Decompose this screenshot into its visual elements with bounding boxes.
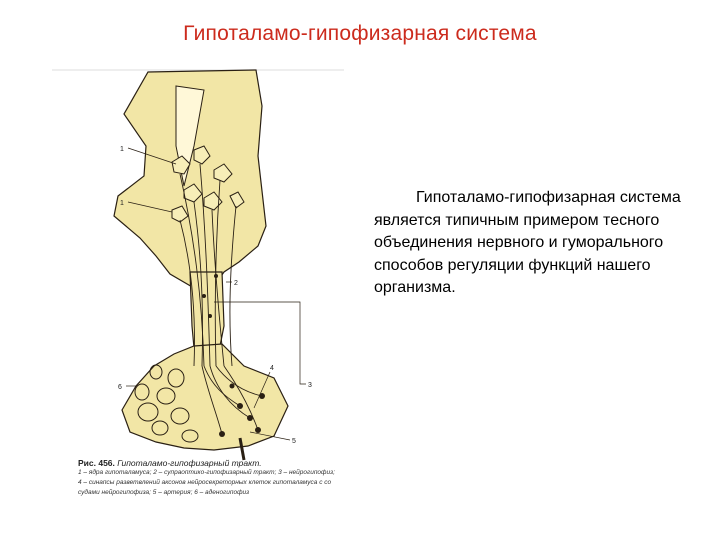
- figure-label-1a: 1: [120, 146, 124, 153]
- figure-label-4: 4: [270, 365, 274, 372]
- caption-line-2: 4 – синапсы разветвлений аксонов нейросекреторных клеток гипоталамуса с со: [78, 479, 332, 486]
- caption-line-3: судами нейрогипофиза; 5 – артерия; 6 – аденогипофиз: [78, 489, 250, 496]
- illustration-drawing: [44, 66, 344, 466]
- caption-line-1: 1 – ядра гипоталамуса; 2 – супраоптико-гипофизарный тракт; 3 – нейрогипофиз;: [78, 469, 335, 476]
- body-text: [374, 187, 684, 300]
- figure-label-6: 6: [118, 384, 122, 391]
- caption-name: Гипоталамо-гипофизарный тракт.: [117, 458, 262, 468]
- figure-caption: [78, 458, 346, 498]
- figure-label-3: 3: [308, 382, 312, 389]
- slide-title: Гипоталамо-гипофизарная система: [183, 22, 537, 45]
- body-paragraph: Гипоталамо-гипофизарная система является типичным примером тесного объединения нервного и гуморального способов регуляции функций нашего организма.: [374, 189, 681, 296]
- figure-label-5: 5: [292, 438, 296, 445]
- figure-label-1b: 1: [120, 200, 124, 207]
- caption-number: Рис. 456.: [78, 458, 115, 468]
- figure-label-2: 2: [234, 280, 238, 287]
- hypothalamic-pituitary-illustration: [44, 66, 344, 526]
